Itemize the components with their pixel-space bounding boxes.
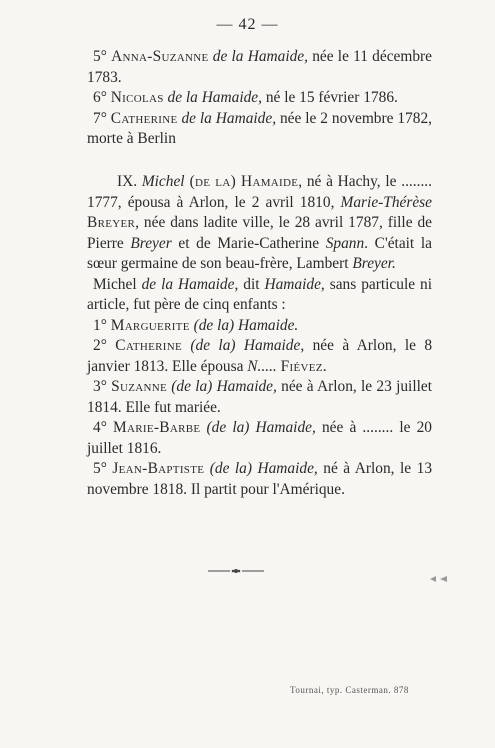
paragraph-michel-children-intro: Michel de la Hamaide, dit Hamaide, sans particule ni article, fut père de cinq enfants : [87,275,432,313]
section-ornament [208,567,264,575]
entry-nicolas: 6° Nicolas de la Hamaide, né le 15 février 1786. [93,89,398,106]
printer-imprint: Tournai, typ. Casterman. 878 [290,685,409,695]
page-number: — 42 — [216,16,279,33]
entry-marguerite: 1° Marguerite (de la) Hamaide. [93,316,299,334]
entry-anna-suzanne: 5° Anna-Suzanne de la Hamaide, née le 11 décembre 1783. [87,48,432,86]
entry-jean-baptiste: 5° Jean-Baptiste (de la) Hamaide, né à Arlon, le 13 novembre 1818. Il partit pour l'Amérique. [87,460,433,498]
entry-catherine-ix: 2° Catherine (de la) Hamaide, née à Arlon, le 8 janvier 1813. Elle épousa N..... Fiévez. [87,337,433,375]
entry-suzanne: 3° Suzanne (de la) Hamaide, née à Arlon, le 23 juillet 1814. Elle fut mariée. [87,378,432,416]
paragraph-michel-marriage: IX. Michel (de la) Hamaide, né à Hachy, le ........ 1777, épousa à Arlon, le 2 avril 1810, Marie-Thérèse Breyer, née dans ladite ville, le 28 avril 1787, fille de Pierre Breyer et de Marie-Catherine Spann. C'était la sœur germaine de son beau-frère, Lambert Breyer. [87,173,432,272]
generation-ix [87,166,432,500]
entry-catherine: 7° Catherine de la Hamaide, née le 2 novembre 1782, morte à Berlin [87,109,432,147]
entry-marie-barbe: 4° Marie-Barbe (de la) Hamaide, née à ........ le 20 juillet 1816. [87,419,432,457]
children-list-continued [87,47,432,150]
printer-mark [428,575,450,583]
